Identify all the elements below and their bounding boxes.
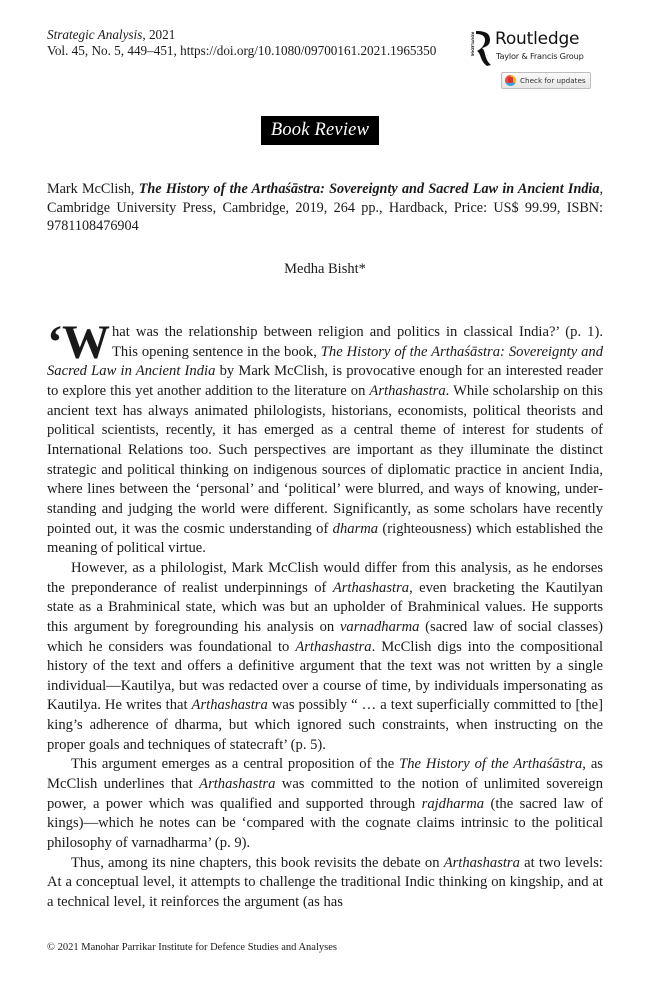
copyright-footer: © 2021 Manohar Parrikar Institute for Defence Studies and Analyses — [47, 942, 337, 953]
journal-title-line — [47, 27, 436, 43]
section-label: Book Review — [261, 116, 379, 145]
routledge-vertical-mark: ROUTLEDGE — [470, 32, 475, 57]
paragraph-4: Thus, among its nine chapters, this book revisits the debate on Arthashastra at two levels: At a conceptual level, it attempts to challenge the traditional Indic thinking on kingship, and at a technical level, it reinforces the argument (as has — [47, 854, 603, 911]
publisher-block — [466, 29, 596, 93]
citation-book-title: The History of the Arthaśāstra: Sovereignty and Sacred Law in Ancient India — [138, 181, 600, 197]
journal-info — [47, 27, 436, 59]
citation-details: , Cambridge University Press, Cambridge, 2019, 264 pp., Hardback, Price: US$ 99.99, ISBN: 9781108476904 — [47, 181, 604, 234]
book-citation — [47, 180, 603, 236]
citation-author: Mark McClish, — [47, 181, 139, 197]
crossmark-icon — [505, 75, 516, 86]
paragraph-2: However, as a philologist, Mark McClish would differ from this analysis, as he endorses the preponderance of realist underpinnings of Arthashastra, even bracketing the Kautilyan state as a Brahminical state, which was but an upholder of Brahminical values. He supports this argument by foregrounding his analysis on varnadharma (sacred law of social classes) which he considers was foundational to Arthashastra. McClish digs into the compositional history of the text and offers a definitive argument that the text was not written by a single individual—Kautilya, but was redacted over a course of time, by individuals impersonating as Kautilya. He writes that Arthashastra was possibly “ … a text superficially committed to [the] king’s adherence of dharma, but which ignored such constraints, when instructing on the proper goals and techniques of statecraft’ (p. 5). — [47, 559, 603, 753]
paragraph-1: ‘What was the relationship between religion and politics in classical India?’ (p. 1). This opening sentence in the book, The History of the Arthaśāstra: Sovereignty and Sacred Law in Ancient India by Mark McClish, is provocative enough for an interested reader to explore this yet another addition to the literature on Arthashastra. While scholarship on this ancient text has always animated philologists, historians, economists, political theorists and political scientists, recently, it has emerged as a central theme of interest for students of International Relations too. Such perspectives are important as they illuminate the distinct strategic and political thinking on indigenous sources of diplomatic practice in ancient India, where lines between the ‘personal’ and ‘political’ were blurred, and ways of knowing, understanding and judging the world were different. Significantly, as some scholars have recently pointed out, it was the cosmic understanding of dharma (righteousness) which established the meaning of political virtue. — [47, 316, 603, 557]
journal-year: , 2021 — [142, 27, 176, 42]
check-for-updates-button[interactable] — [501, 72, 591, 89]
reviewer-name: Medha Bisht* — [284, 261, 366, 277]
review-body — [47, 316, 603, 913]
volume-doi-line[interactable]: Vol. 45, No. 5, 449–451, https://doi.org/10.1080/09700161.2021.1965350 — [47, 43, 437, 58]
check-for-updates-label: Check for updates — [520, 76, 586, 85]
routledge-logo-icon — [466, 29, 492, 67]
journal-name: Strategic Analysis — [47, 27, 143, 42]
paragraph-3: This argument emerges as a central proposition of the The History of the Arthaśāstra, as McClish underlines that Arthashastra was committed to the notion of unlimited sovereign power, a power which was qualified and supported through rajdharma (the sacred law of kings)—which he notes can be ‘compared with the cognate claims intrinsic to the political philosophy of varnadharma’ (p. 9). — [47, 756, 603, 852]
dropcap: ‘W — [47, 316, 109, 369]
publisher-name: Routledge — [495, 29, 580, 49]
publisher-group: Taylor & Francis Group — [496, 51, 584, 61]
